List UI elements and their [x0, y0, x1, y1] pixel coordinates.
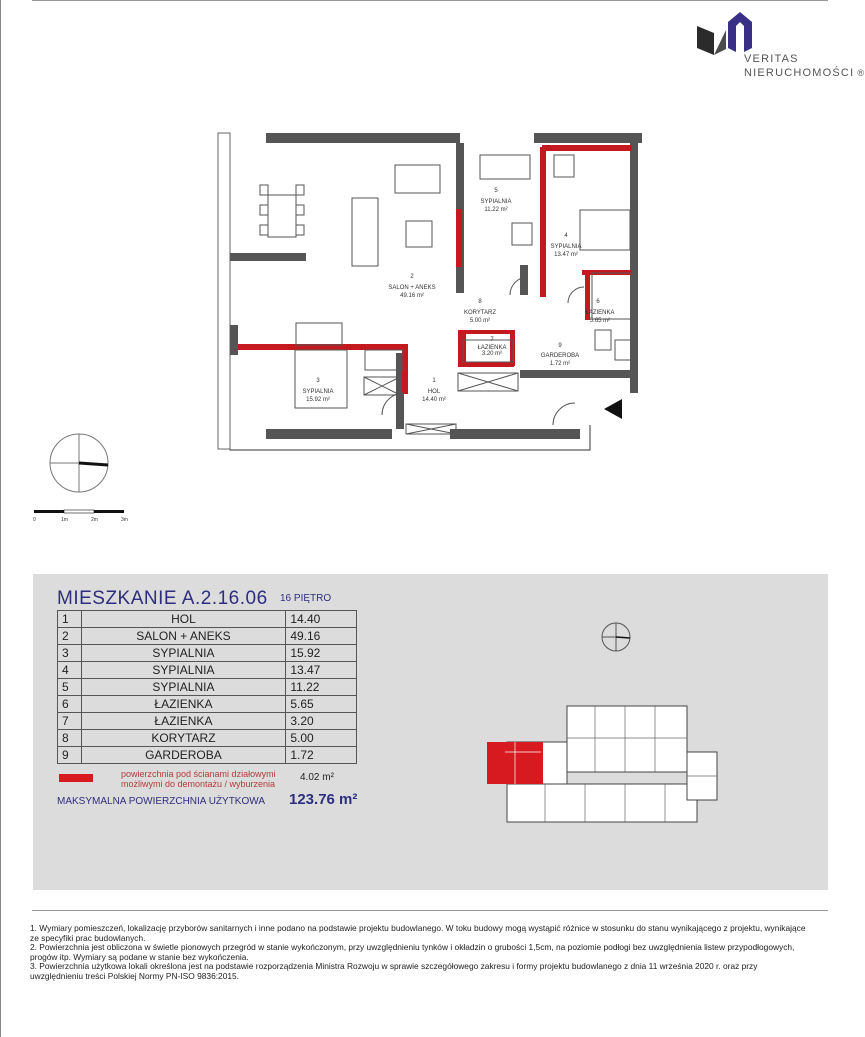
room-name-7: ŁAZIENKA: [477, 345, 507, 351]
room-name-2: SALON + ANEKS: [388, 285, 436, 291]
max-area-value: 123.76 m²: [289, 791, 358, 808]
scale-label-1: 1m: [61, 517, 68, 523]
room-area: 5.00: [286, 730, 357, 747]
room-area-2: 49.16 m²: [400, 293, 424, 299]
room-num-3: 3: [316, 378, 320, 384]
table-row: [58, 611, 357, 628]
room-name: ŁAZIENKA: [81, 696, 286, 713]
notes-rule: [32, 910, 828, 911]
legend-line1: powierzchnia pod ścianami działowymi: [121, 769, 276, 779]
room-area: 1.72: [286, 747, 357, 764]
room-area: 13.47: [286, 662, 357, 679]
row-number: 2: [58, 628, 82, 645]
apartment-title: MIESZKANIE A.2.16.06: [57, 588, 268, 609]
scale-label-3: 3m: [121, 517, 128, 523]
room-name: SYPIALNIA: [81, 679, 286, 696]
table-row: [58, 662, 357, 679]
room-num-1: 1: [432, 378, 436, 384]
room-num-7: 7: [490, 337, 494, 343]
room-area: 49.16: [286, 628, 357, 645]
row-number: 6: [58, 696, 82, 713]
row-number: 9: [58, 747, 82, 764]
room-name: HOL: [81, 611, 286, 628]
building-key-plan: [485, 702, 725, 826]
room-name-9: GARDEROBA: [540, 353, 580, 359]
row-number: 1: [58, 611, 82, 628]
footnote-2: 2. Powierzchnia jest obliczona w świetle pionowych przegród w stanie wykończonym, przy uwzględnieniu tynków i okładzin o grubości 1,5cm, na poziomie podłogi bez uwzględnienia listew przypodłogowych, progów itp. Wymiary są podane w stanie bez wykończenia.: [30, 942, 795, 962]
room-name-5: SYPIALNIA: [480, 199, 512, 205]
brand-line2: NIERUCHOMOŚCI: [744, 67, 855, 79]
row-number: 3: [58, 645, 82, 662]
room-area-4: 13.47 m²: [554, 252, 578, 258]
room-area: 5.65: [286, 696, 357, 713]
left-border: [0, 0, 1, 1037]
room-num-4: 4: [564, 233, 568, 239]
mini-compass-icon: [600, 621, 632, 653]
brand-name: [744, 52, 865, 80]
table-row: [58, 696, 357, 713]
room-area: 11.22: [286, 679, 357, 696]
scale-bar: [30, 508, 140, 524]
veritas-logo-icon: [694, 8, 754, 56]
room-name-6: ŁAZIENKA: [585, 310, 615, 316]
table-row: [58, 730, 357, 747]
table-row: [58, 628, 357, 645]
row-number: 7: [58, 713, 82, 730]
brand-line1: VERITAS: [744, 53, 799, 65]
registered-mark: ®: [857, 68, 865, 78]
room-area: 14.40: [286, 611, 357, 628]
table-row: [58, 679, 357, 696]
room-num-6: 6: [596, 299, 600, 305]
scale-label-2: 2m: [91, 517, 98, 523]
room-name: KORYTARZ: [81, 730, 286, 747]
scale-label-0: 0: [33, 517, 36, 523]
room-area-6: 5.65 m²: [589, 318, 611, 324]
footnote-3: 3. Powierzchnia użytkowa lokali określona jest na podstawie rozporządzenia Ministra Rozwoju w sprawie szczegółowego zakresu i formy projektu budowlanego z dnia 11 września 2020 r. oraz przy uwzględnieniu treści Polskiej Normy PN-ISO 9836:2015.: [30, 961, 758, 981]
footnote-1: 1. Wymiary pomieszczeń, lokalizację przyborów sanitarnych i inne podano na podstawie projektu budowlanego. W toku budowy mogą wystąpić różnice w stosunku do stanu wynikającego z projektu, wynikające ze specyfiki prac budowlanych.: [30, 923, 806, 943]
table-row: [58, 645, 357, 662]
table-row: [58, 713, 357, 730]
row-number: 8: [58, 730, 82, 747]
legend-value: 4.02 m²: [300, 772, 334, 783]
row-number: 4: [58, 662, 82, 679]
room-num-2: 2: [410, 274, 414, 280]
room-area-9: 1.72 m²: [549, 361, 571, 367]
room-area-3: 15.92 m²: [306, 397, 330, 403]
room-area-5: 11.22 m²: [484, 207, 508, 213]
room-name-3: SYPIALNIA: [302, 389, 334, 395]
top-rule: [32, 0, 828, 1]
rooms-table: [57, 610, 357, 764]
legend-swatch: [59, 774, 93, 782]
floor-plan: [200, 125, 640, 465]
room-area: 15.92: [286, 645, 357, 662]
room-name: SALON + ANEKS: [81, 628, 286, 645]
room-name: SYPIALNIA: [81, 645, 286, 662]
room-name-8: KORYTARZ: [463, 310, 497, 316]
room-area-1: 14.40 m²: [422, 397, 446, 403]
room-num-9: 9: [558, 343, 562, 349]
table-row: [58, 747, 357, 764]
room-area-7: 3.20 m²: [481, 351, 503, 357]
compass-icon: [48, 432, 110, 494]
room-num-8: 8: [478, 299, 482, 305]
room-num-5: 5: [494, 188, 498, 194]
floor-label: 16 PIĘTRO: [280, 593, 332, 604]
room-name: SYPIALNIA: [81, 662, 286, 679]
info-panel: [33, 574, 828, 890]
room-name-4: SYPIALNIA: [550, 244, 582, 250]
room-name-1: HOL: [427, 389, 441, 395]
max-area-label: MAKSYMALNA POWIERZCHNIA UŻYTKOWA: [57, 796, 265, 807]
room-name: ŁAZIENKA: [81, 713, 286, 730]
footnotes: [30, 924, 810, 982]
room-area-8: 5.00 m²: [469, 318, 491, 324]
room-name: GARDEROBA: [81, 747, 286, 764]
room-area: 3.20: [286, 713, 357, 730]
legend-text: [121, 769, 321, 789]
legend-line2: możliwymi do demontażu / wyburzenia: [121, 779, 276, 789]
row-number: 5: [58, 679, 82, 696]
